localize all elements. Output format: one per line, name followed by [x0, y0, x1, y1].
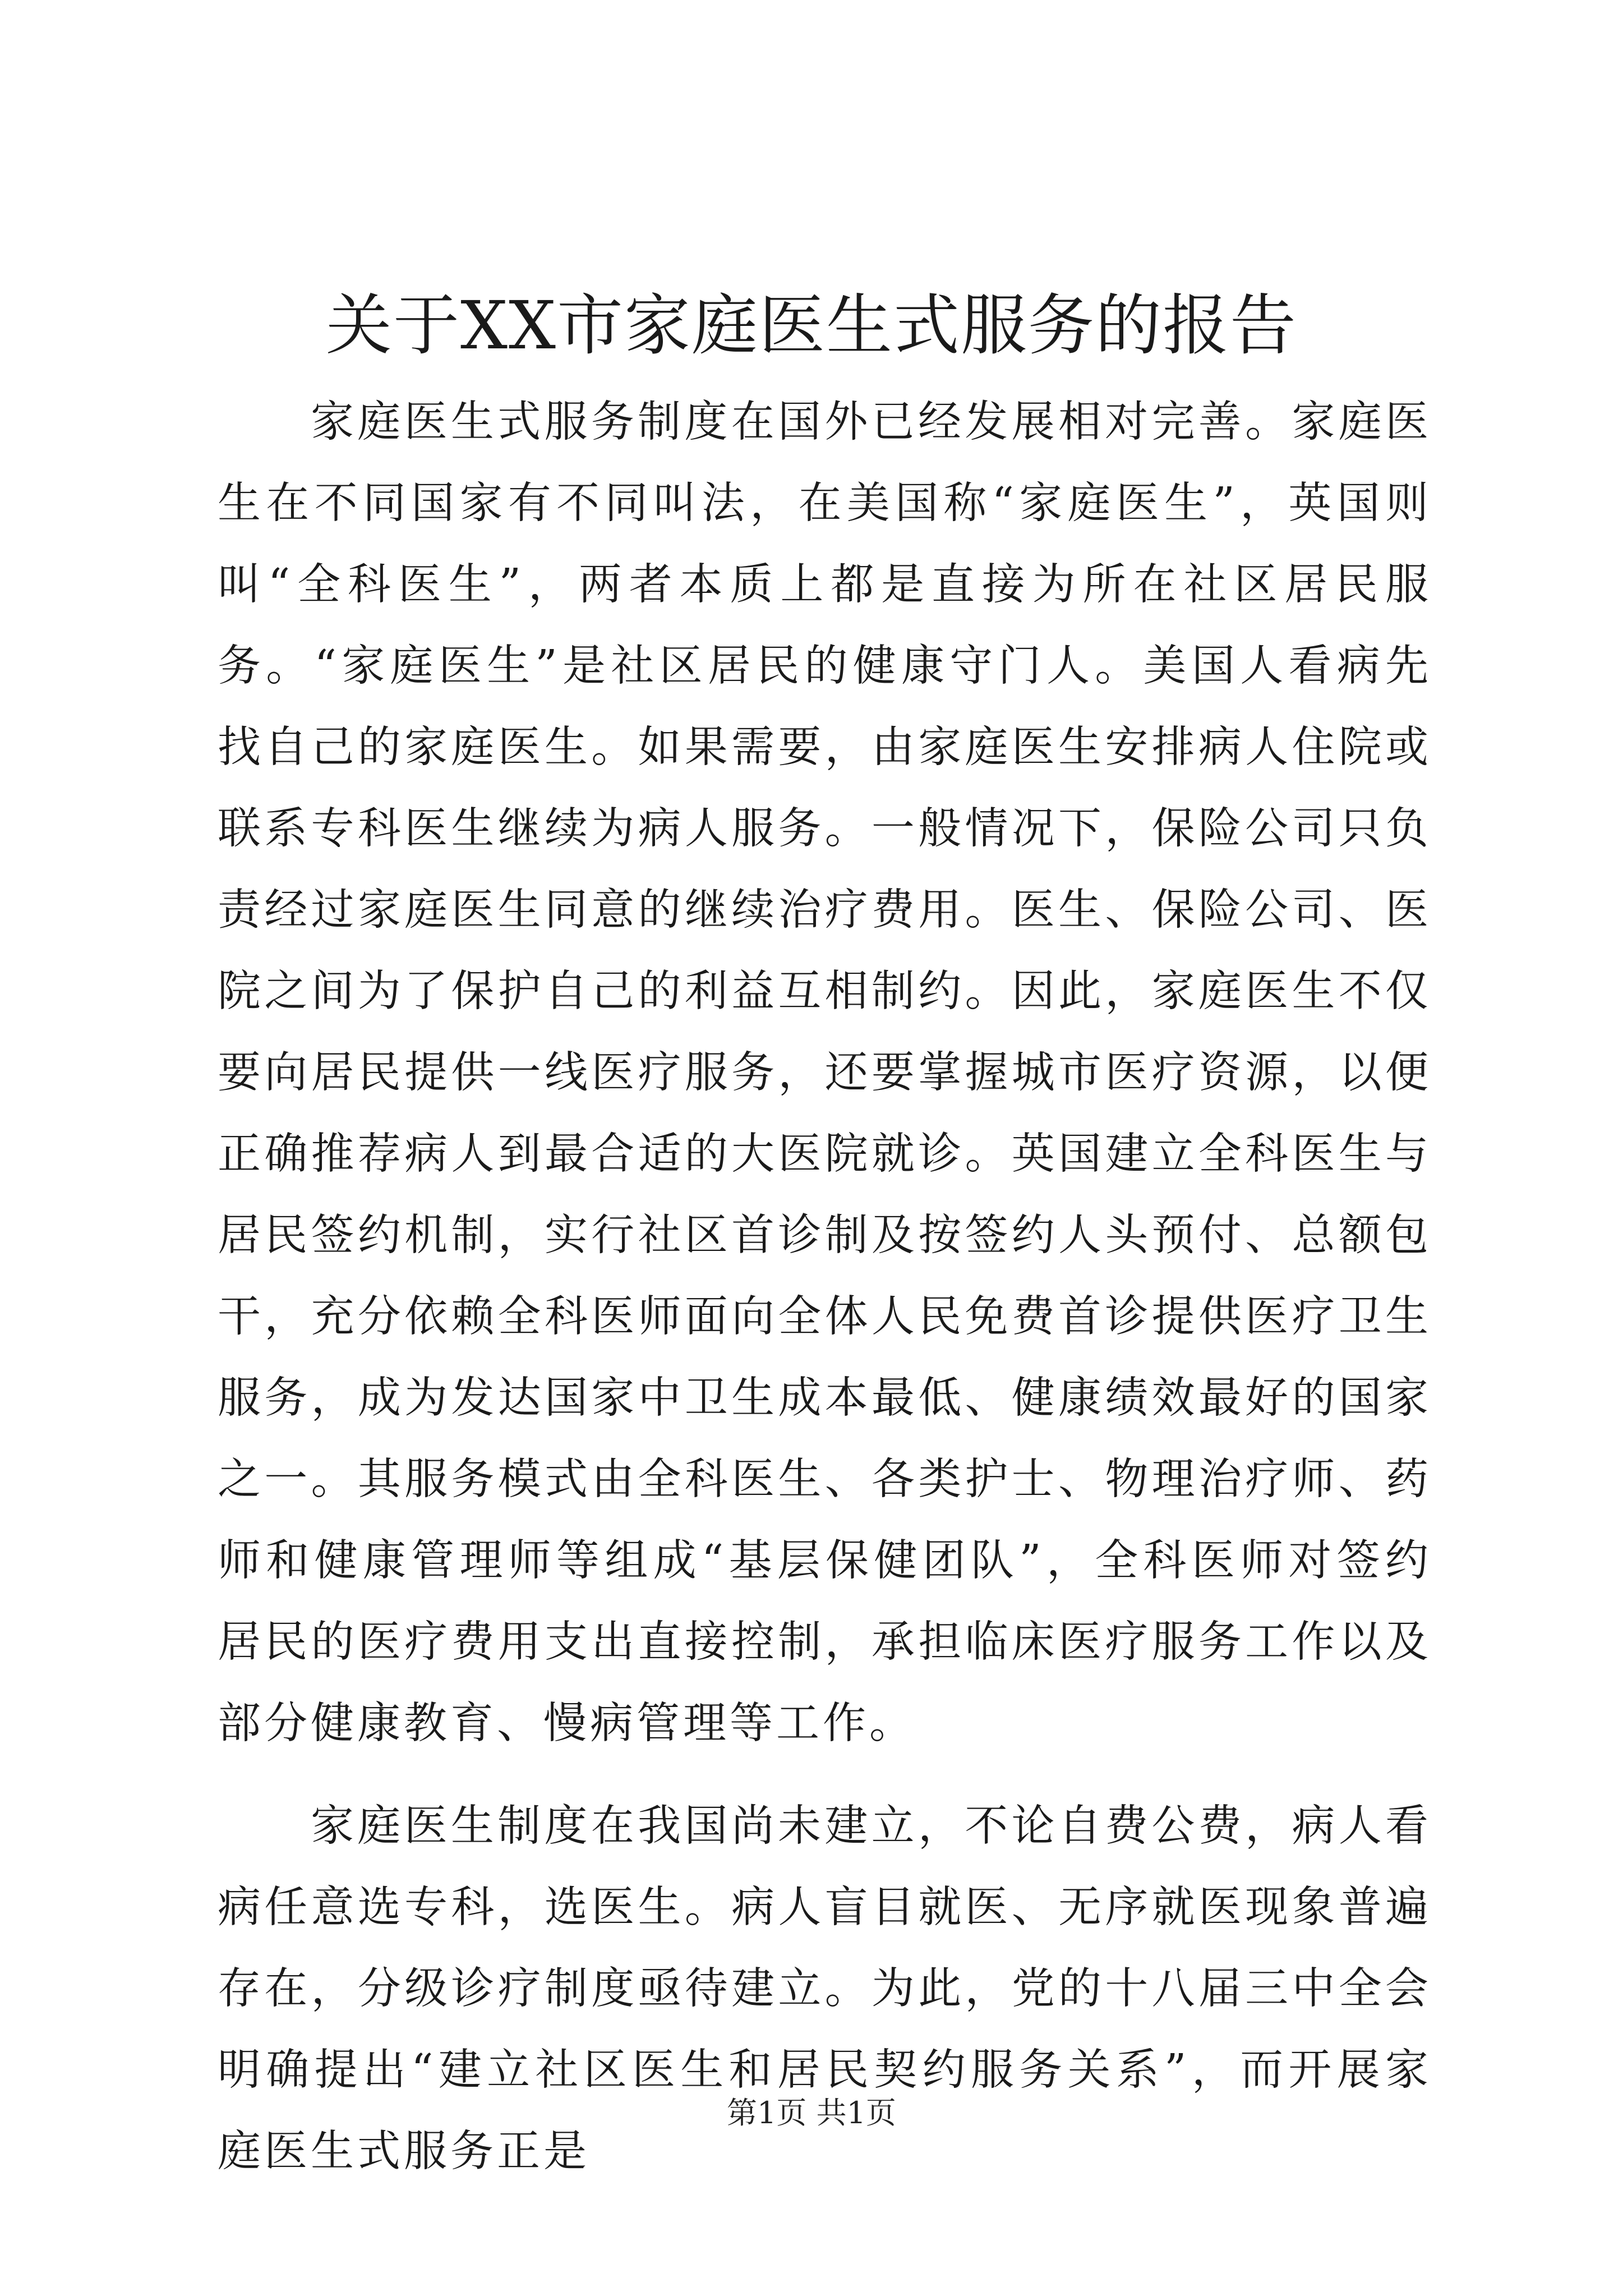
- page-number-footer: 第1页 共1页: [727, 2095, 896, 2131]
- document-title: 关于XX市家庭医生式服务的报告: [325, 287, 1297, 364]
- paragraph-2: 家庭医生制度在我国尚未建立，不论自费公费，病人看病任意选专科，选医生。病人盲目就医、无序就医现象普遍存在，分级诊疗制度亟待建立。为此，党的十八届三中全会明确提出“建立社区医生和居民契约服务关系”，而开展家庭医生式服务正是: [218, 1801, 1432, 2177]
- document-body: [218, 381, 1432, 2192]
- paragraph-1: 家庭医生式服务制度在国外已经发展相对完善。家庭医生在不同国家有不同叫法，在美国称“家庭医生”，英国则叫“全科医生”，两者本质上都是直接为所在社区居民服务。“家庭医生”是社区居民的健康守门人。美国人看病先找自己的家庭医生。如果需要，由家庭医生安排病人住院或联系专科医生继续为病人服务。一般情况下，保险公司只负责经过家庭医生同意的继续治疗费用。医生、保险公司、医院之间为了保护自己的利益互相制约。因此，家庭医生不仅要向居民提供一线医疗服务，还要掌握城市医疗资源，以便正确推荐病人到最合适的大医院就诊。英国建立全科医生与居民签约机制，实行社区首诊制及按签约人头预付、总额包干，充分依赖全科医师面向全体人民免费首诊提供医疗卫生服务，成为发达国家中卫生成本最低、健康绩效最好的国家之一。其服务模式由全科医生、各类护士、物理治疗师、药师和健康管理师等组成“基层保健团队”，全科医师对签约居民的医疗费用支出直接控制，承担临床医疗服务工作以及部分健康教育、慢病管理等工作。: [218, 397, 1432, 1749]
